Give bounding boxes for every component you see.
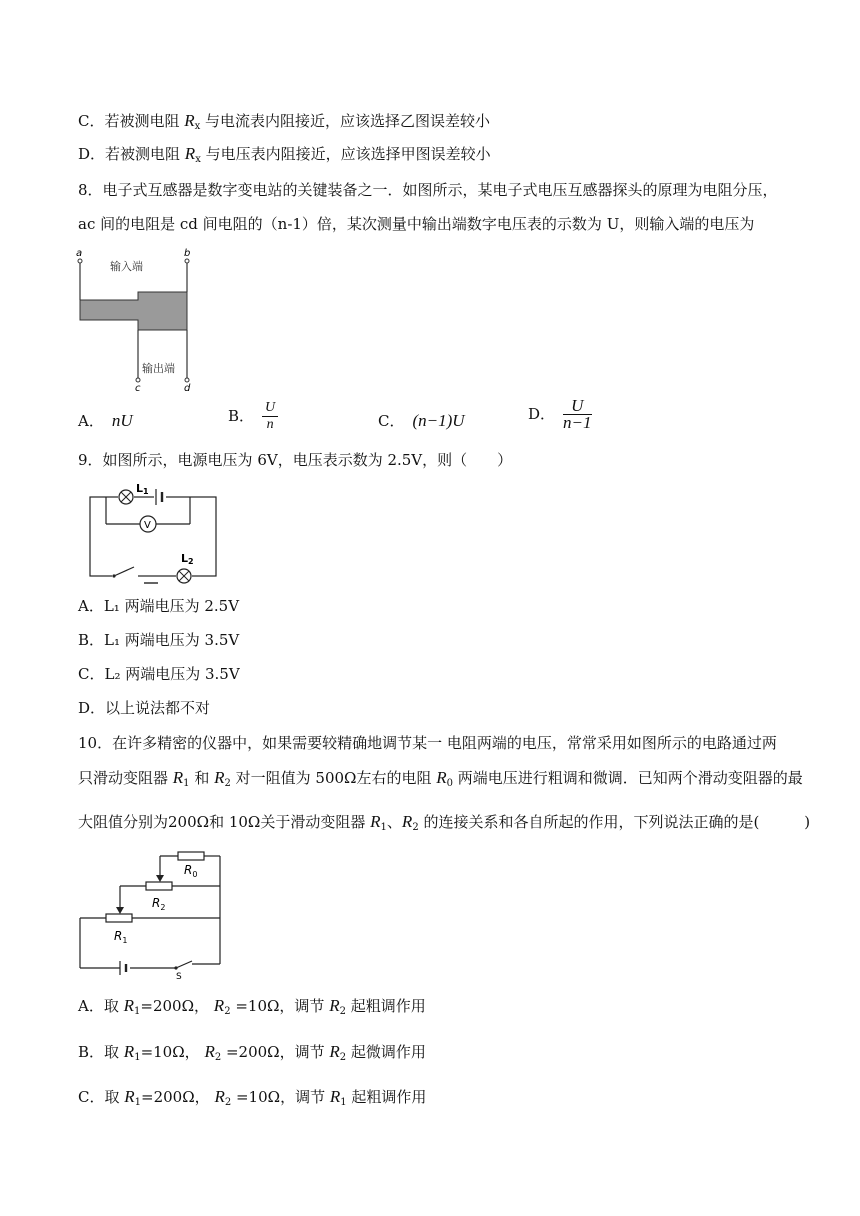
- q10-stem-line3: 大阻值分别为200Ω和 10Ω关于滑动变阻器 $R_1$、$R_2$ 的连接关系和各自所起的作用，下列说法正确的是( ): [78, 812, 811, 833]
- terminal-b: [185, 259, 189, 263]
- r0-label: $R_0$: [184, 863, 198, 879]
- l2-label: L2: [181, 552, 194, 566]
- output-end-label: 输出端: [142, 362, 175, 375]
- r1-label: $R_1$: [114, 929, 128, 945]
- fraction: $\frac{U}{n}$: [262, 400, 278, 433]
- resistor-body: [80, 292, 187, 330]
- q9-option-c: C．L₂ 两端电压为 3.5V: [78, 665, 240, 683]
- terminal-c-label: c: [135, 383, 141, 392]
- var-r: R: [184, 144, 196, 163]
- q9-circuit: [86, 480, 226, 588]
- r2-label: $R_2$: [152, 896, 166, 912]
- resistor-r0: [178, 852, 204, 860]
- terminal-d: [185, 378, 189, 382]
- q8-option-d: D． $\frac{U}{n-1}$: [528, 396, 592, 432]
- q9-option-a: A．L₁ 两端电压为 2.5V: [78, 597, 240, 615]
- q10-option-b: B．取 $R_1=10\Omega$， $R_2 =200\Omega$，调节 $R_2$ 起微调作用: [78, 1042, 426, 1063]
- l1-label: L1: [136, 482, 149, 496]
- q8-stem-line2: ac 间的电阻是 cd 间电阻的（n-1）倍，某次测量中输出端数字电压表的示数为 U，则输入端的电压为: [78, 215, 755, 233]
- terminal-a: [78, 259, 82, 263]
- q9-option-d: D．以上说法都不对: [78, 699, 211, 717]
- q8-option-c: C． (n−1)U: [378, 411, 465, 430]
- terminal-b-label: b: [184, 248, 191, 259]
- voltmeter-label: V: [144, 520, 151, 531]
- q10-option-c: C．取 $R_1=200\Omega$， $R_2 =10\Omega$，调节 $R_1$ 起粗调作用: [78, 1087, 427, 1108]
- q10-circuit: [76, 848, 226, 980]
- terminal-c: [136, 378, 140, 382]
- q10-stem-line1: 10．在许多精密的仪器中，如果需要较精确地调节某一 电阻两端的电压，常常采用如图所示的电路通过两: [78, 734, 777, 752]
- q10-option-a: A．取 $R_1=200\Omega$， $R_2 =10\Omega$，调节 $R_2$ 起粗调作用: [78, 996, 426, 1017]
- q7-option-c: C．若被测电阻 $R_x$ 与电流表内阻接近，应该选择乙图误差较小: [78, 111, 491, 132]
- slider-r1-arrow-icon: [116, 907, 124, 914]
- resistor-r2: [146, 882, 172, 890]
- slider-r2-arrow-icon: [156, 875, 164, 882]
- terminal-d-label: d: [184, 383, 191, 392]
- switch-label: S: [176, 972, 182, 980]
- q8-option-b: B． $\frac{U}{n}$: [228, 400, 278, 433]
- input-end-label: 输入端: [110, 260, 143, 273]
- q10-stem-line2: 只滑动变阻器 $R_1$ 和 $R_2$ 对一阻值为 500Ω左右的电阻 $R_0$ 两端电压进行粗调和微调．已知两个滑动变阻器的最: [78, 768, 803, 789]
- terminal-a-label: a: [76, 248, 83, 259]
- q9-stem: 9．如图所示，电源电压为 6V，电压表示数为 2.5V，则（ ）: [78, 451, 513, 469]
- q9-option-b: B．L₁ 两端电压为 3.5V: [78, 631, 240, 649]
- resistor-r1: [106, 914, 132, 922]
- q8-option-a: A． nU: [78, 411, 133, 430]
- q8-figure: [72, 244, 202, 392]
- q8-stem-line1: 8．电子式互感器是数字变电站的关键装备之一．如图所示，某电子式电压互感器探头的原理为电阻分压，: [78, 181, 778, 199]
- q7-option-d: D．若被测电阻 $R_x$ 与电压表内阻接近，应该选择甲图误差较小: [78, 144, 491, 165]
- fraction: $\frac{U}{n-1}$: [563, 396, 592, 432]
- var-r: R: [184, 111, 195, 130]
